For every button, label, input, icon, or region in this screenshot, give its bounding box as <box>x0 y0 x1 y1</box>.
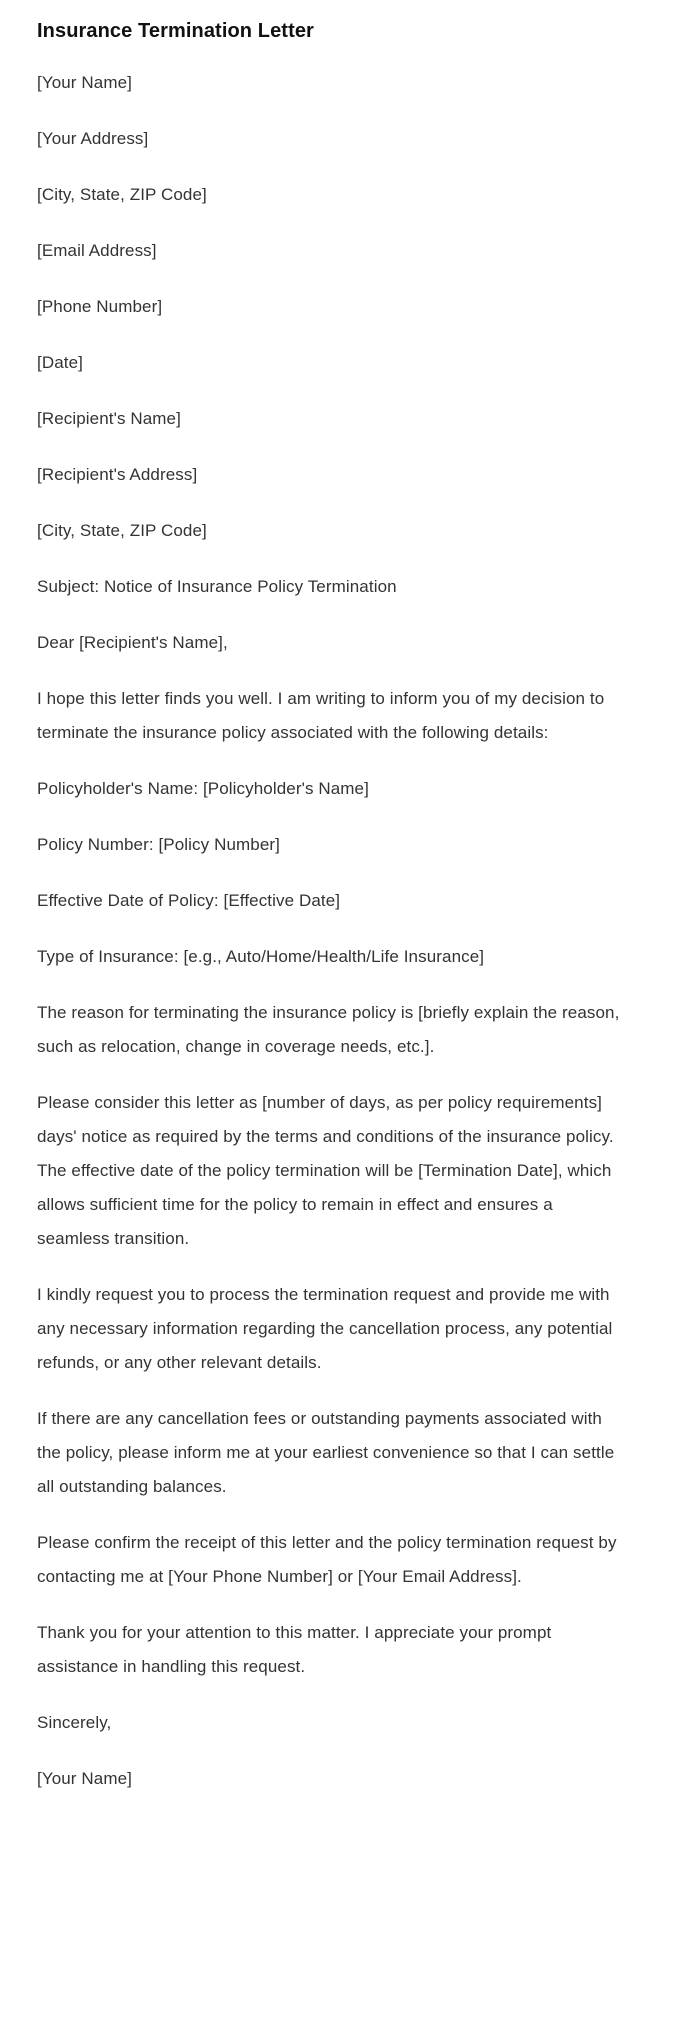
letter-paragraph: Policy Number: [Policy Number] <box>37 835 280 854</box>
letter-paragraph: [City, State, ZIP Code] <box>37 521 207 540</box>
letter-paragraph: Policyholder's Name: [Policyholder's Name] <box>37 779 369 798</box>
letter-paragraph: [Recipient's Name] <box>37 409 181 428</box>
letter-paragraph: Thank you for your attention to this matter. I appreciate your prompt assistance in handling this request. <box>37 1623 552 1676</box>
letter-paragraph: [Your Address] <box>37 129 149 148</box>
letter-paragraph: Please confirm the receipt of this letter and the policy termination request by contacting me at [Your Phone Number] or [Your Email Address]. <box>37 1533 617 1586</box>
letter-paragraph: I hope this letter finds you well. I am writing to inform you of my decision to terminate the insurance policy associated with the following details: <box>37 689 605 742</box>
letter-paragraph: [Phone Number] <box>37 297 163 316</box>
letter-paragraph: Sincerely, <box>37 1713 112 1732</box>
letter-paragraph: If there are any cancellation fees or outstanding payments associated with the policy, please inform me at your earliest convenience so that I can settle all outstanding balances. <box>37 1409 615 1496</box>
letter-paragraph: The reason for terminating the insurance policy is [briefly explain the reason, such as relocation, change in coverage needs, etc.]. <box>37 1003 620 1056</box>
letter-title: Insurance Termination Letter <box>37 20 314 42</box>
letter-paragraph: [Date] <box>37 353 83 372</box>
letter-paragraph: [Email Address] <box>37 241 157 260</box>
letter-paragraph: I kindly request you to process the termination request and provide me with any necessary information regarding the cancellation process, any potential refunds, or any other relevant details. <box>37 1285 613 1372</box>
letter-paragraph: [Your Name] <box>37 73 132 92</box>
letter-paragraph: Type of Insurance: [e.g., Auto/Home/Health/Life Insurance] <box>37 947 485 966</box>
letter-paragraph: Dear [Recipient's Name], <box>37 633 228 652</box>
letter-paragraph: Please consider this letter as [number of days, as per policy requirements] days' notice as required by the terms and conditions of the insurance policy. The effective date of the policy termination will be [Termination Date], which allows sufficient time for the policy to remain in effect and ensures a seamless transition. <box>37 1093 614 1248</box>
letter-body <box>37 66 634 1796</box>
letter-paragraph: [City, State, ZIP Code] <box>37 185 207 204</box>
letter-paragraph: Subject: Notice of Insurance Policy Termination <box>37 577 397 596</box>
letter-paragraph: [Recipient's Address] <box>37 465 198 484</box>
letter-paragraph: Effective Date of Policy: [Effective Date] <box>37 891 341 910</box>
letter-paragraph: [Your Name] <box>37 1769 132 1788</box>
